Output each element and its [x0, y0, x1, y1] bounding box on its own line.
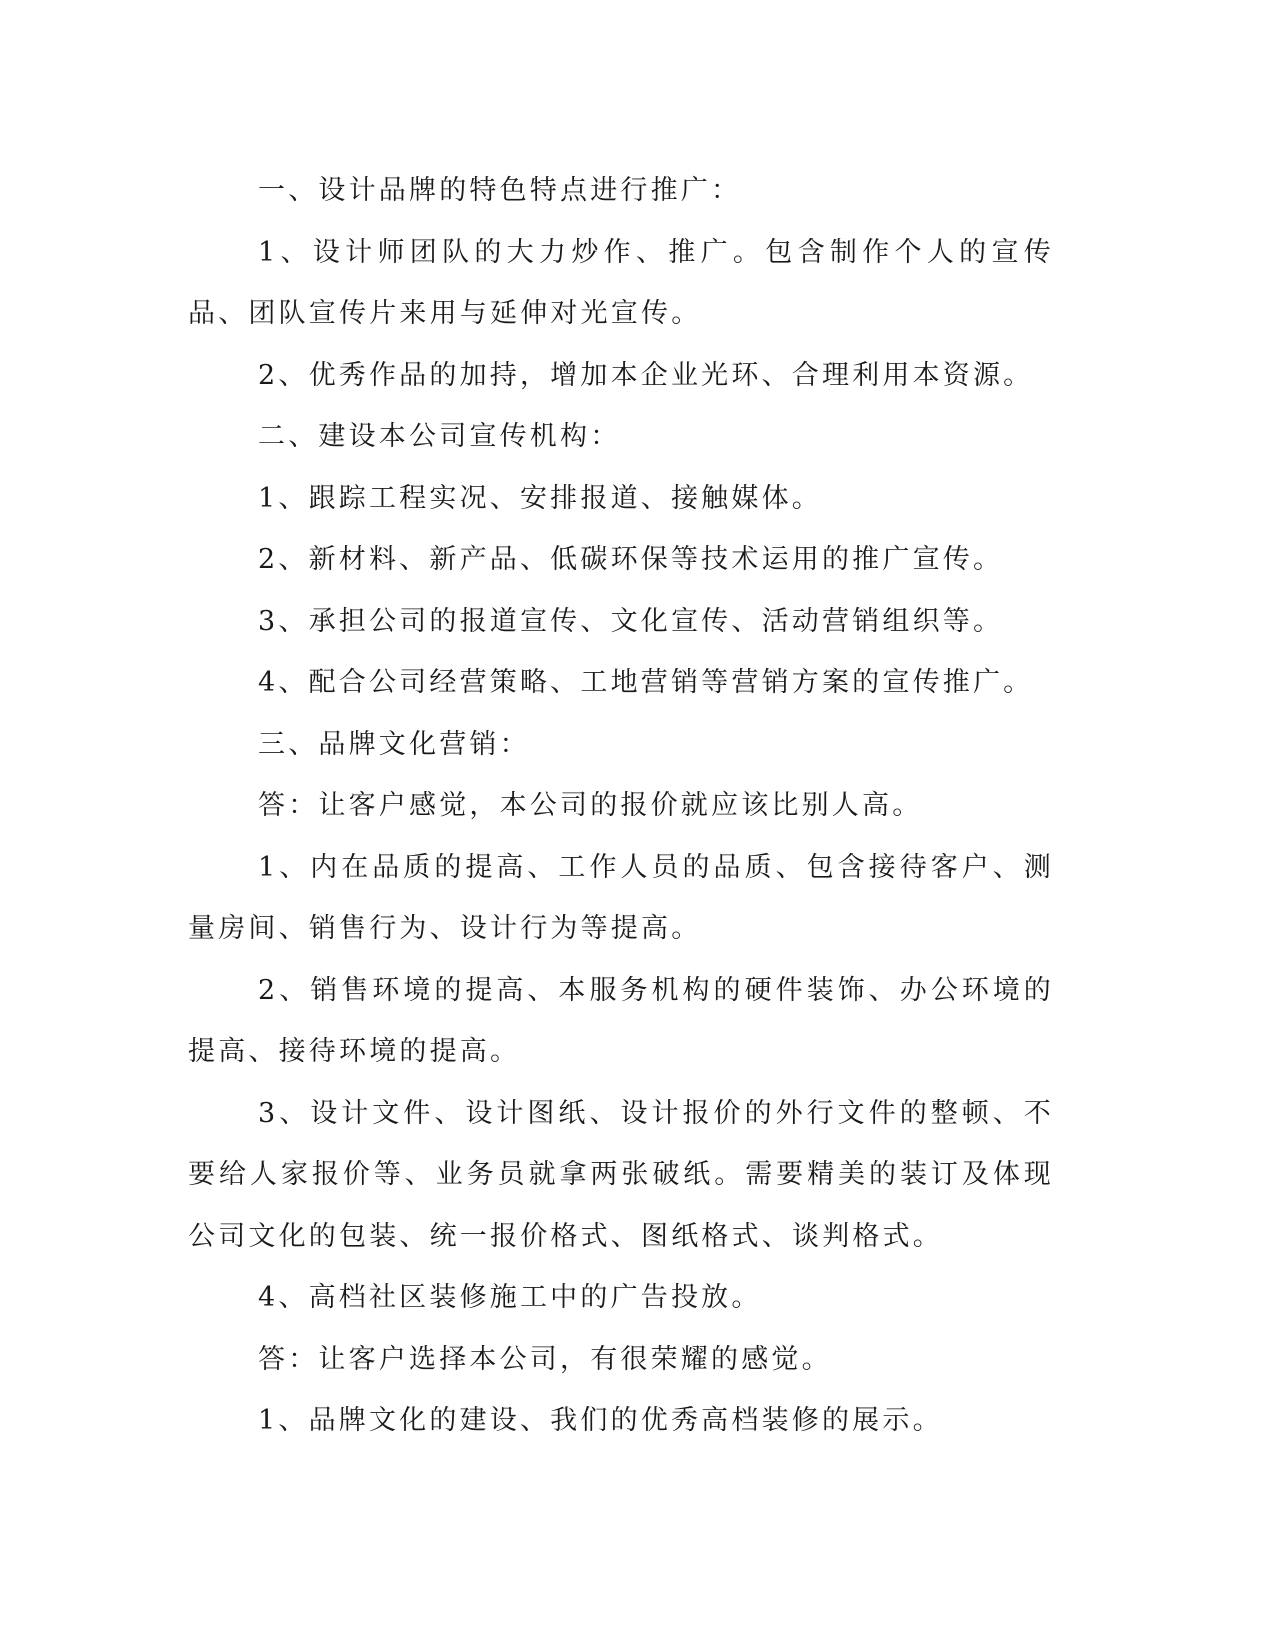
paragraph: 2、优秀作品的加持，增加本企业光环、合理利用本资源。	[258, 359, 1034, 391]
paragraph: 4、高档社区装修施工中的广告投放。	[258, 1282, 762, 1313]
paragraph: 3、承担公司的报道宣传、文化宣传、活动营销组织等。	[258, 605, 1004, 637]
paragraph: 4、配合公司经营策略、工地营销等营销方案的宣传推广。	[258, 667, 1034, 698]
document-body	[188, 160, 1054, 1452]
paragraph: 2、销售环境的提高、本服务机构的硬件装饰、办公环境的提高、接待环境的提高。	[188, 974, 1054, 1067]
answer-paragraph: 答：让客户感觉，本公司的报价就应该比别人高。	[258, 790, 923, 821]
answer-paragraph: 答：让客户选择本公司，有很荣耀的感觉。	[258, 1343, 832, 1375]
heading-two: 二、建设本公司宣传机构：	[258, 421, 621, 452]
heading-one: 一、设计品牌的特色特点进行推广：	[258, 175, 742, 206]
paragraph: 2、新材料、新产品、低碳环保等技术运用的推广宣传。	[258, 544, 1004, 575]
paragraph: 1、品牌文化的建设、我们的优秀高档装修的展示。	[258, 1405, 943, 1436]
heading-three: 三、品牌文化营销：	[258, 728, 530, 760]
paragraph: 1、跟踪工程实况、安排报道、接触媒体。	[258, 482, 822, 514]
paragraph: 3、设计文件、设计图纸、设计报价的外行文件的整顿、不要给人家报价等、业务员就拿两张破纸。需要精美的装订及体现公司文化的包装、统一报价格式、图纸格式、谈判格式。	[188, 1097, 1054, 1252]
paragraph: 1、内在品质的提高、工作人员的品质、包含接待客户、测量房间、销售行为、设计行为等提高。	[188, 851, 1054, 944]
paragraph: 1、设计师团队的大力炒作、推广。包含制作个人的宣传品、团队宣传片来用与延伸对光宣传。	[188, 236, 1054, 329]
